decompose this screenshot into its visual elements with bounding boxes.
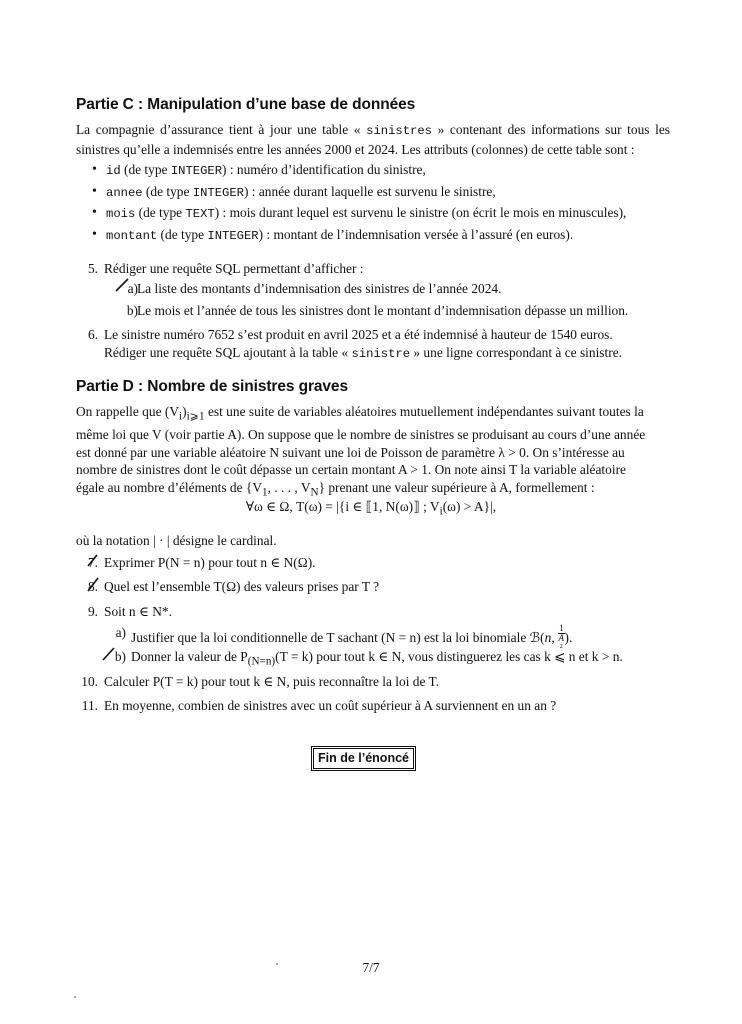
list-item [92, 160, 672, 182]
table-name: sinistres [366, 124, 432, 138]
intro-line: On rappelle que $(V_i)_{i⩾1}$ est une suite de variables aléatoires mutuellement indépendantes suivant toutes la [76, 404, 644, 423]
scan-speck [74, 996, 76, 998]
notation-remark: où la notation | · | désigne le cardinal. [76, 533, 277, 548]
question-text: Rédiger une requête SQL permettant d’afficher : [104, 261, 364, 276]
question-text: Le sinistre numéro 7652 s’est produit en avril 2025 et a été indemnisé à hauteur de 1540 euros. [104, 327, 613, 342]
partD-intro [76, 403, 670, 502]
attribute-type-prefix: (de type [142, 183, 193, 199]
table-name: sinistre [351, 347, 411, 361]
partC-intro [76, 121, 670, 158]
question-number: 9. [87, 604, 98, 619]
question-text: Soit n ∈ N*. [104, 604, 172, 619]
attribute-type-prefix: (de type [157, 226, 208, 242]
intro-line: même loi que V (voir partie A). On suppose que le nombre de sinistres se produisant au cours d’une année [76, 427, 646, 443]
attribute-list [92, 160, 672, 246]
question-6-line2 [104, 344, 622, 364]
subquestion-text-body: Justifier que la loi conditionnelle de T sachant (N = n) est la loi binomiale ℬ [131, 630, 541, 646]
question-number: 6. [87, 327, 98, 342]
subquestion-label: a) [127, 281, 138, 296]
attribute-type: INTEGER [207, 228, 259, 243]
attribute-name: mois [106, 207, 136, 221]
subquestion-label: a) [115, 625, 126, 640]
question-number: 5. [87, 261, 98, 276]
page-number: 7/7 [362, 960, 380, 975]
question-text: En moyenne, combien de sinistres avec un coût supérieur à A surviennent en un an ? [104, 698, 557, 713]
binomial-params: (n, 1 A $^2$ ). [540, 623, 573, 650]
intro-line: nombre de sinistres dont le coût dépasse un certain montant A > 1. On note ainsi T la variable aléatoire [76, 462, 626, 478]
subquestion-text: Le mois et l’année de tous les sinistres dont le montant d’indemnisation dépasse un million. [137, 303, 629, 318]
question-text: Calculer P(T = k) pour tout k ∈ N, puis reconnaître la loi de T. [104, 674, 440, 689]
intro-line: égale au nombre d’éléments de {$V_1$, . . . , $V_N$} prenant une valeur supérieure à A, formellement : [76, 479, 595, 499]
question-text: Rédiger une requête SQL ajoutant à la table « [104, 345, 352, 360]
attribute-type: TEXT [185, 207, 215, 221]
subquestion-label: b) [114, 649, 126, 664]
subquestion-text: Donner la valeur de $P_{(N=n)}(T = k)$ pour tout k ∈ N, vous distinguerez les cas k ⩽ n et k > n. [131, 649, 623, 668]
partC-title: Partie C : Manipulation d’une base de données [76, 96, 416, 113]
end-of-statement-box: Fin de l’énoncé [313, 748, 414, 769]
attribute-name: montant [106, 228, 158, 243]
list-item [92, 182, 672, 204]
intro-line: est donné par une variable aléatoire N suivant une loi de Poisson de paramètre λ > 0. On s’intéresse au [76, 444, 625, 460]
intro-text-end: » contenant des informations sur tous les sinistres qu’elle a indemnisés entre les années 2000 et 2024. Les attributs (colonnes) de cette table sont : [76, 122, 670, 157]
attribute-type: INTEGER [192, 185, 244, 200]
subquestion-label: b) [126, 303, 138, 318]
attribute-name: annee [106, 185, 143, 200]
question-number: 7. [87, 555, 98, 570]
list-item [92, 203, 672, 225]
partD-title: Partie D : Nombre de sinistres graves [76, 378, 348, 395]
cardinal-formula: ∀ω ∈ Ω, T(ω) = |{i ∈ ⟦1, N(ω)⟧ ; $V_i(\omega) > A\}|$, [245, 499, 497, 518]
question-text-end: » une ligne correspondant à ce sinistre. [410, 345, 622, 360]
attribute-desc: ) : mois durant lequel est survenu le sinistre (on écrit le mois en minuscules), [214, 205, 627, 220]
attribute-desc: ) : année durant laquelle est survenu le sinistre, [243, 183, 496, 199]
attribute-desc: ) : numéro d’identification du sinistre, [222, 162, 426, 177]
question-number: 11. [81, 698, 98, 713]
question-text: Quel est l’ensemble T(Ω) des valeurs prises par T ? [104, 579, 380, 594]
question-text: Exprimer P(N = n) pour tout n ∈ N(Ω). [104, 555, 316, 570]
attribute-name: id [106, 164, 121, 178]
list-item [92, 225, 672, 247]
subquestion-text: La liste des montants d’indemnisation des sinistres de l’année 2024. [137, 281, 502, 296]
question-number: 8. [87, 579, 98, 594]
attribute-type-prefix: (de type [135, 205, 186, 220]
attribute-desc: ) : montant de l’indemnisation versée à l’assuré (en euros). [258, 226, 574, 242]
attribute-type-prefix: (de type [120, 162, 171, 177]
question-number: 10. [81, 674, 98, 689]
intro-text: La compagnie d’assurance tient à jour une table « [76, 122, 367, 137]
attribute-type: INTEGER [170, 164, 223, 178]
scan-speck [276, 963, 278, 965]
